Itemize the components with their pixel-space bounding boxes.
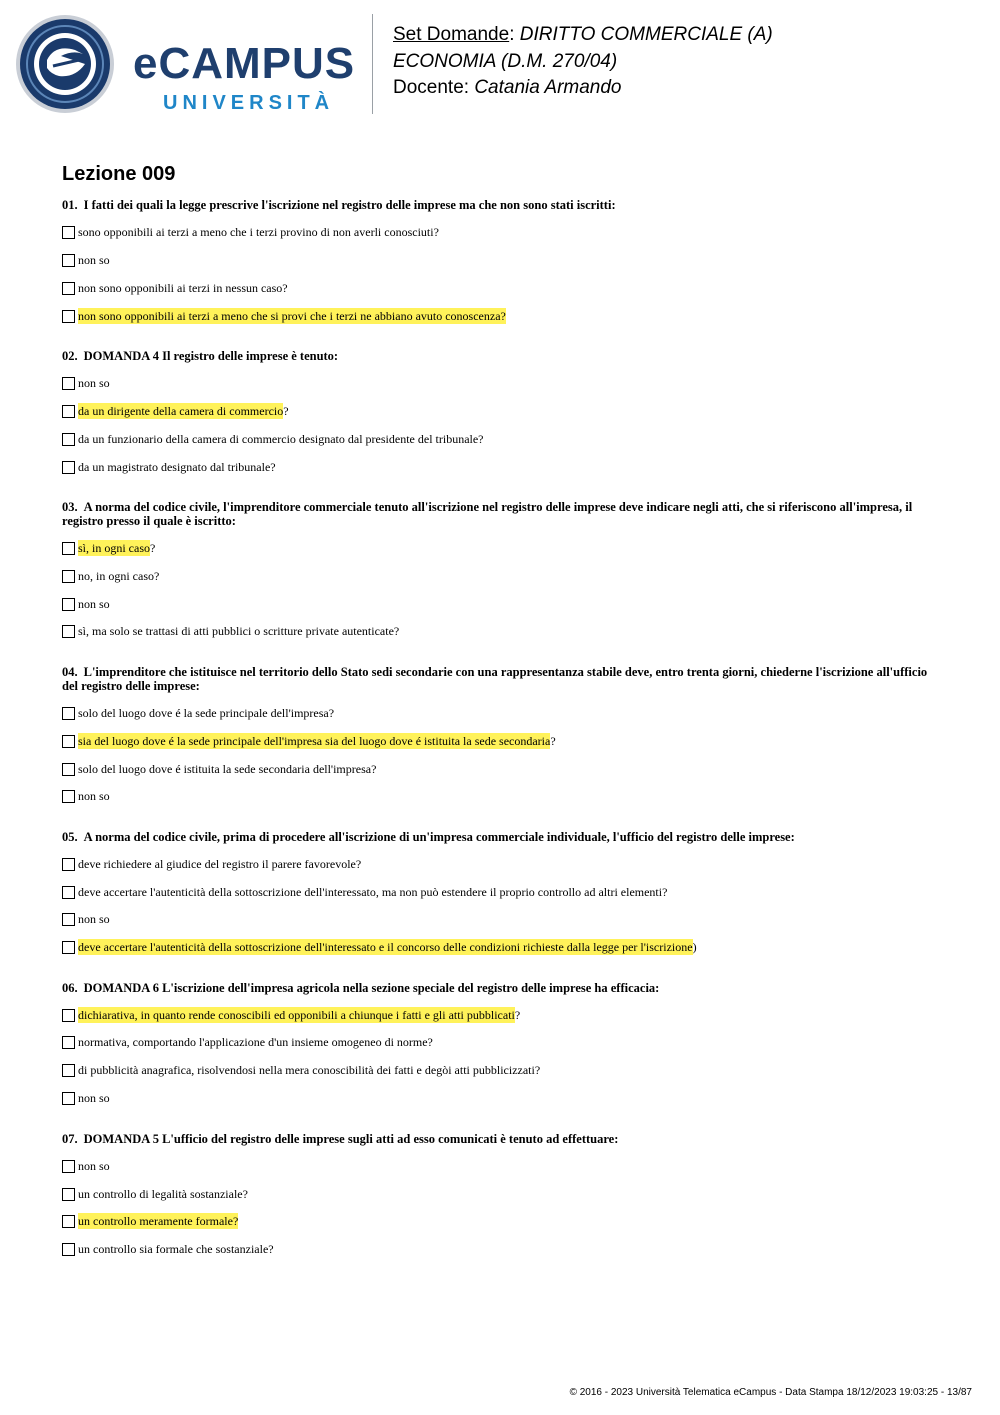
checkbox[interactable] <box>62 310 75 323</box>
checkbox[interactable] <box>62 886 75 899</box>
question-2: 02. DOMANDA 4 Il registro delle imprese è tenuto: <box>62 349 339 363</box>
answer-2-1[interactable]: non so <box>62 375 110 391</box>
answer-4-2[interactable]: sia del luogo dove é la sede principale dell'impresa sia del luogo dove é istituita la sede secondaria ? <box>62 733 556 749</box>
checkbox[interactable] <box>62 1064 75 1077</box>
checkbox[interactable] <box>62 1009 75 1022</box>
answer-2-2[interactable]: da un dirigente della camera di commercio ? <box>62 403 289 419</box>
question-1: 01. I fatti dei quali la legge prescrive l'iscrizione nel registro delle imprese ma che non sono stati iscritti: <box>62 198 616 212</box>
set-label: Set Domande <box>393 24 510 45</box>
answer-7-1[interactable]: non so <box>62 1158 110 1174</box>
checkbox[interactable] <box>62 254 75 267</box>
ecampus-logo <box>15 14 355 116</box>
footer: © 2016 - 2023 Università Telematica eCampus - Data Stampa 18/12/2023 19:03:25 - 13/87 <box>569 1387 972 1398</box>
answer-1-4[interactable]: non sono opponibili ai terzi a meno che si provi che i terzi ne abbiano avuto conoscenza? <box>62 308 506 324</box>
checkbox[interactable] <box>62 858 75 871</box>
answer-3-3[interactable]: non so <box>62 596 110 612</box>
checkbox[interactable] <box>62 625 75 638</box>
answer-1-1[interactable]: sono opponibili ai terzi a meno che i terzi provino di non averli conosciuti? <box>62 224 439 240</box>
answer-2-4[interactable]: da un magistrato designato dal tribunale? <box>62 459 276 475</box>
checkbox[interactable] <box>62 598 75 611</box>
checkbox[interactable] <box>62 377 75 390</box>
header-info <box>393 22 773 102</box>
checkbox[interactable] <box>62 1092 75 1105</box>
checkbox[interactable] <box>62 941 75 954</box>
answer-5-3[interactable]: non so <box>62 911 110 927</box>
answer-7-2[interactable]: un controllo di legalità sostanziale? <box>62 1186 248 1202</box>
course: ECONOMIA (D.M. 270/04) <box>393 50 618 72</box>
question-3: 03. A norma del codice civile, l'imprenditore commerciale tenuto all'iscrizione nel registro delle imprese deve indicare negli atti, che si riferiscono all'impresa, il registro presso il quale è iscritto: <box>62 500 913 528</box>
answer-6-1[interactable]: dichiarativa, in quanto rende conoscibili ed opponibili a chiunque i fatti e gli atti pubblicati ? <box>62 1007 520 1023</box>
checkbox[interactable] <box>62 226 75 239</box>
answer-7-3[interactable]: un controllo meramente formale? <box>62 1213 238 1229</box>
checkbox[interactable] <box>62 913 75 926</box>
checkbox[interactable] <box>62 735 75 748</box>
checkbox[interactable] <box>62 282 75 295</box>
docente-value: Catania Armando <box>474 77 622 98</box>
set-value: DIRITTO COMMERCIALE (A) <box>519 24 773 45</box>
answer-7-4[interactable]: un controllo sia formale che sostanziale? <box>62 1241 274 1257</box>
checkbox[interactable] <box>62 763 75 776</box>
answer-5-1[interactable]: deve richiedere al giudice del registro il parere favorevole? <box>62 856 361 872</box>
answer-5-4[interactable]: deve accertare l'autenticità della sottoscrizione dell'interessato e il concorso delle condizioni richieste dalla legge per l'iscrizione ) <box>62 939 697 955</box>
answer-3-1[interactable]: sì, in ogni caso ? <box>62 540 155 556</box>
checkbox[interactable] <box>62 1160 75 1173</box>
header-divider <box>372 14 373 114</box>
answer-4-1[interactable]: solo del luogo dove é la sede principale dell'impresa? <box>62 705 334 721</box>
answer-2-3[interactable]: da un funzionario della camera di commercio designato dal presidente del tribunale? <box>62 431 484 447</box>
answer-4-3[interactable]: solo del luogo dove é istituita la sede secondaria dell'impresa? <box>62 761 376 777</box>
question-7: 07. DOMANDA 5 L'ufficio del registro delle imprese sugli atti ad esso comunicati è tenuto ad effettuare: <box>62 1132 619 1146</box>
logo-sub: UNIVERSITÀ <box>163 92 335 114</box>
checkbox[interactable] <box>62 570 75 583</box>
ecampus-seal-icon <box>15 14 115 114</box>
question-4: 04. L'imprenditore che istituisce nel territorio dello Stato sedi secondarie con una rappresentanza stabile deve, entro trenta giorni, chiederne l'iscrizione all'ufficio del registro delle imprese: <box>62 665 928 693</box>
question-6: 06. DOMANDA 6 L'iscrizione dell'impresa agricola nella sezione speciale del registro delle imprese ha efficacia: <box>62 981 660 995</box>
answer-6-3[interactable]: di pubblicità anagrafica, risolvendosi nella mera conoscibilità dei fatti e degòi atti pubblicizzati? <box>62 1062 540 1078</box>
lesson-title: Lezione 009 <box>62 163 176 185</box>
answer-1-3[interactable]: non sono opponibili ai terzi in nessun caso? <box>62 280 288 296</box>
checkbox[interactable] <box>62 1215 75 1228</box>
checkbox[interactable] <box>62 433 75 446</box>
checkbox[interactable] <box>62 461 75 474</box>
checkbox[interactable] <box>62 405 75 418</box>
checkbox[interactable] <box>62 1243 75 1256</box>
checkbox[interactable] <box>62 707 75 720</box>
answer-3-2[interactable]: no, in ogni caso? <box>62 568 159 584</box>
answer-3-4[interactable]: sì, ma solo se trattasi di atti pubblici o scritture private autenticate? <box>62 623 399 639</box>
answer-4-4[interactable]: non so <box>62 788 110 804</box>
question-5: 05. A norma del codice civile, prima di procedere all'iscrizione di un'impresa commerciale individuale, l'ufficio del registro delle imprese: <box>62 830 795 844</box>
checkbox[interactable] <box>62 1036 75 1049</box>
checkbox[interactable] <box>62 790 75 803</box>
checkbox[interactable] <box>62 542 75 555</box>
docente-label: Docente: <box>393 77 470 98</box>
checkbox[interactable] <box>62 1188 75 1201</box>
answer-6-2[interactable]: normativa, comportando l'applicazione d'un insieme omogeneo di norme? <box>62 1034 433 1050</box>
set-line: Set Domande: DIRITTO COMMERCIALE (A) <box>393 24 773 45</box>
answer-1-2[interactable]: non so <box>62 252 110 268</box>
answer-5-2[interactable]: deve accertare l'autenticità della sottoscrizione dell'interessato, ma non può estendere il proprio controllo ad altri elementi? <box>62 884 667 900</box>
logo-word: eCAMPUS <box>133 39 356 88</box>
docente-line <box>393 75 773 102</box>
answer-6-4[interactable]: non so <box>62 1090 110 1106</box>
course-line <box>393 49 773 76</box>
